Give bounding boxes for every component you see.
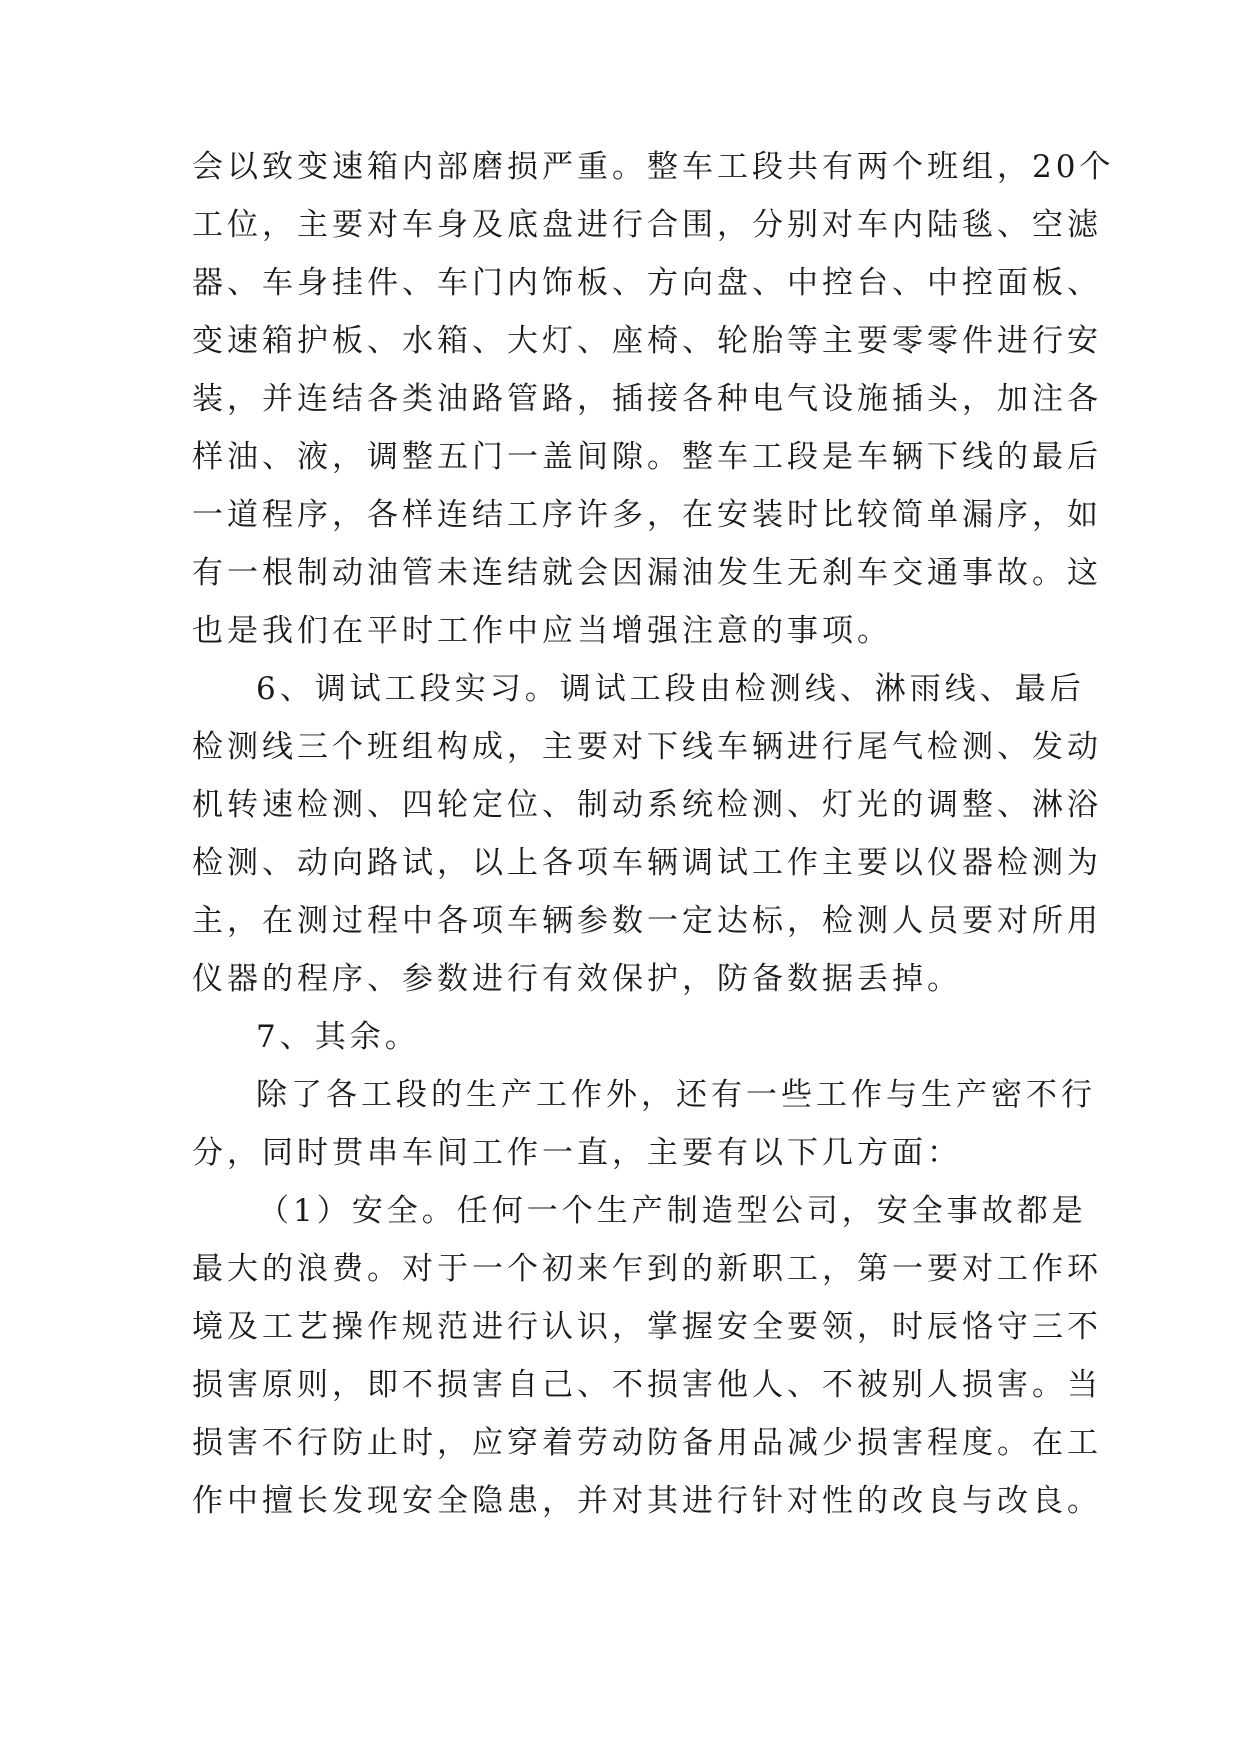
paragraph-line: 检测线三个班组构成，主要对下线车辆进行尾气检测、发动 xyxy=(192,729,1102,765)
paragraph-line: 最大的浪费。对于一个初来乍到的新职工，第一要对工作环 xyxy=(192,1251,1102,1287)
paragraph-line: 损害原则，即不损害自己、不损害他人、不被别人损害。当 xyxy=(192,1367,1102,1403)
section-heading-6: 6、调试工段实习。调试工段由检测线、淋雨线、最后 xyxy=(256,671,1085,707)
paragraph-line: 样油、液，调整五门一盖间隙。整车工段是车辆下线的最后 xyxy=(192,439,1102,475)
paragraph-line: 主，在测过程中各项车辆参数一定达标，检测人员要对所用 xyxy=(192,903,1102,939)
paragraph-line: 会以致变速箱内部磨损严重。整车工段共有两个班组，20个 xyxy=(192,149,1115,185)
paragraph-line: 也是我们在平时工作中应当增强注意的事项。 xyxy=(192,613,892,649)
subsection-heading-safety: （1）安全。任何一个生产制造型公司，安全事故都是 xyxy=(258,1193,1087,1229)
paragraph-line: 损害不行防止时，应穿着劳动防备用品减少损害程度。在工 xyxy=(192,1425,1102,1461)
paragraph-line: 除了各工段的生产工作外，还有一些工作与生产密不行 xyxy=(256,1077,1096,1113)
paragraph-line: 装，并连结各类油路管路，插接各种电气设施插头，加注各 xyxy=(192,381,1102,417)
paragraph-line: 变速箱护板、水箱、大灯、座椅、轮胎等主要零零件进行安 xyxy=(192,323,1102,359)
paragraph-line: 仪器的程序、参数进行有效保护，防备数据丢掉。 xyxy=(192,961,962,997)
paragraph-line: 境及工艺操作规范进行认识，掌握安全要领，时辰恪守三不 xyxy=(192,1309,1102,1345)
section-heading-7: 7、其余。 xyxy=(256,1019,420,1055)
paragraph-line: 检测、动向路试，以上各项车辆调试工作主要以仪器检测为 xyxy=(192,845,1102,881)
paragraph-line: 一道程序，各样连结工序许多，在安装时比较简单漏序，如 xyxy=(192,497,1102,533)
paragraph-line: 有一根制动油管未连结就会因漏油发生无刹车交通事故。这 xyxy=(192,555,1102,591)
paragraph-line: 器、车身挂件、车门内饰板、方向盘、中控台、中控面板、 xyxy=(192,265,1102,301)
paragraph-line: 作中擅长发现安全隐患，并对其进行针对性的改良与改良。 xyxy=(192,1483,1102,1519)
paragraph-line: 工位，主要对车身及底盘进行合围，分别对车内陆毯、空滤 xyxy=(192,207,1102,243)
paragraph-line: 机转速检测、四轮定位、制动系统检测、灯光的调整、淋浴 xyxy=(192,787,1102,823)
paragraph-line: 分，同时贯串车间工作一直，主要有以下几方面： xyxy=(192,1135,962,1171)
